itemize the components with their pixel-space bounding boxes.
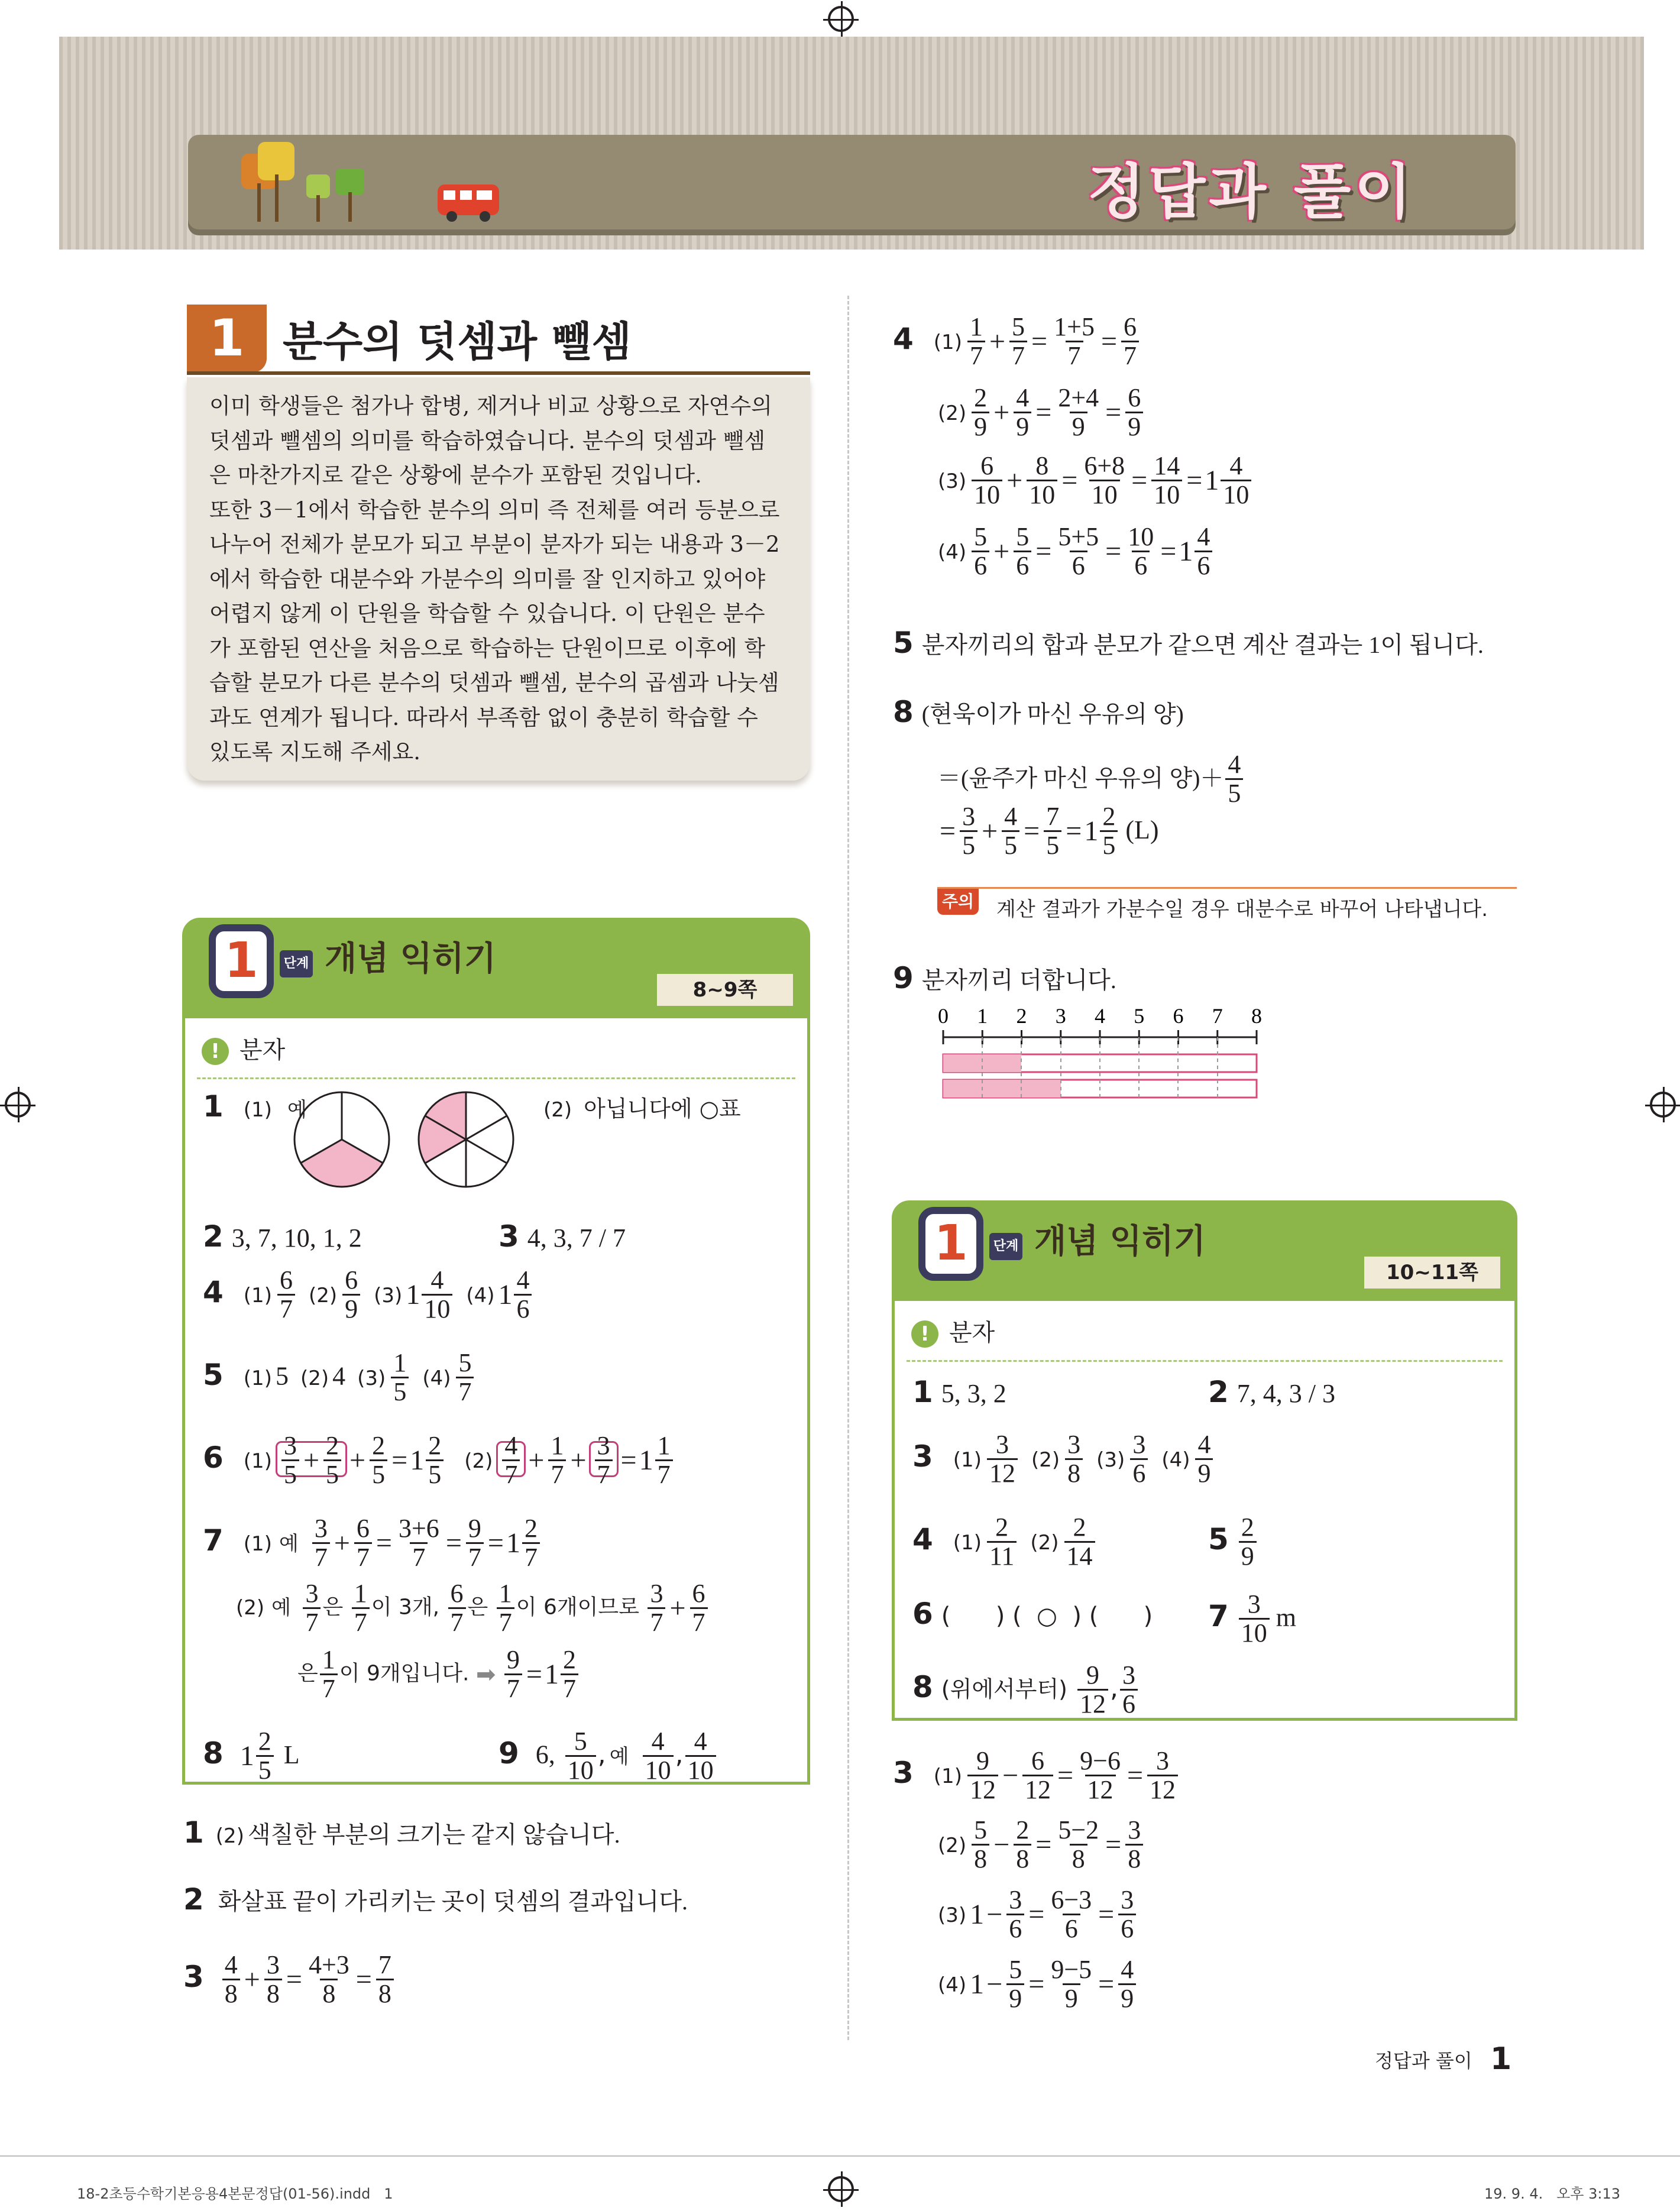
q-number: 6	[203, 1440, 224, 1475]
number-line-diagram	[934, 999, 1265, 1106]
right-explanation-3-2: (2) $\frac{5}{8}$ − $\frac{2}{8}$ = $\frac{5-2}{8}$ = $\frac{3}{8}$	[934, 1817, 1145, 1873]
explanation-3: 3 $\frac{4}{8}$ + $\frac{3}{8}$ = $\frac{4+3}{8}$ = $\frac{7}{8}$	[183, 1951, 396, 2008]
answer-2	[203, 1219, 362, 1254]
intro-line: 가 포함된 연산을 처음으로 학습하는 단원이므로 이후에 학	[209, 635, 766, 661]
right-answer-8-2: ＝(윤주가 마신 우유의 양)＋ $\frac{4}{5}$	[937, 751, 1245, 807]
tick-label: 3	[1055, 1004, 1066, 1028]
section-title: 분수의 덧셈과 뺄셈	[283, 318, 632, 366]
circle-sixths	[419, 1092, 513, 1187]
arrow-right-icon: ➡	[475, 1660, 496, 1688]
sub-label: (2)	[543, 1098, 572, 1122]
exclamation-icon: !	[202, 1038, 229, 1065]
right-explanation-3-4: (4) 1− $\frac{5}{9}$ = $\frac{9-5}{9}$ = $\frac{4}{9}$	[934, 1956, 1138, 2012]
answer-text: 4, 3, 7 / 7	[527, 1223, 626, 1252]
intro-text	[187, 377, 810, 781]
explanation-2: 2 화살표 끝이 가리키는 곳이 덧셈의 결과입니다.	[183, 1882, 688, 1917]
box-step-number: 1	[209, 924, 274, 998]
bar-1-fill	[943, 1054, 1021, 1072]
intro-line: 과도 연계가 됩니다. 따라서 부족함 없이 충분히 학습할 수	[209, 704, 758, 730]
box-body	[895, 1301, 1514, 1718]
box-title: 개념 익히기	[325, 940, 496, 978]
q-number: 9	[499, 1736, 519, 1770]
intro-line: 나누어 전체가 분모가 되고 부분이 분자가 되는 내용과 3－2	[209, 532, 780, 557]
answer-8: 8 1 $\frac{2}{5}$ L	[203, 1727, 300, 1785]
q-number: 1	[203, 1089, 224, 1124]
hint-text: 분자	[239, 1037, 286, 1064]
sub-label: (1)	[243, 1098, 272, 1122]
answer-4: 4 (1) $\frac{6}{7}$ (2) $\frac{6}{9}$ (3) 1 $\frac{4}{10}$ (4) 1 $\frac{4}{6}$	[203, 1267, 533, 1323]
b2-answer-7: 7 $\frac{3}{10}$ m	[1208, 1590, 1297, 1647]
note-text: 계산 결과가 가분수일 경우 대분수로 바꾸어 나타냅니다.	[996, 898, 1488, 921]
divider	[197, 1077, 795, 1079]
right-answer-4-2: (2) $\frac{2}{9}$ + $\frac{4}{9}$ = $\frac{2+4}{9}$ = $\frac{6}{9}$	[934, 384, 1145, 441]
hint	[202, 1031, 285, 1065]
tick-label: 7	[1212, 1004, 1223, 1028]
answer-7-2: (2) 예 $\frac{3}{7}$ 은 $\frac{1}{7}$ 이 3개, $\frac{6}{7}$ 은 $\frac{1}{7}$ 이 6개이므로 $\frac{3}{7}$ + $\frac{6}{7}$	[232, 1580, 710, 1636]
tick-label: 1	[977, 1004, 988, 1028]
unit: L	[283, 1740, 300, 1769]
answer-7: 7 (1) 예 $\frac{3}{7}$ + $\frac{6}{7}$ = $\frac{3+6}{7}$ = $\frac{9}{7}$ =1 $\frac{2}{7}$	[203, 1515, 542, 1571]
divider	[907, 1360, 1503, 1362]
hint	[911, 1314, 995, 1348]
answer-text: 5	[275, 1361, 289, 1391]
answer-3	[499, 1219, 626, 1254]
q-number: 4	[203, 1274, 224, 1309]
fraction-circles	[292, 1089, 528, 1196]
tick-label: 4	[1095, 1004, 1105, 1028]
b2-answer-3: 3 (1) $\frac{3}{12}$ (2) $\frac{3}{8}$ (3) $\frac{3}{6}$ (4) $\frac{4}{9}$	[912, 1431, 1215, 1487]
page-number: 1	[1490, 2041, 1512, 2077]
section-rule	[187, 371, 810, 375]
intro-line: 이미 학생들은 첨가나 합병, 제거나 비교 상황으로 자연수의	[209, 393, 772, 419]
tick-label: 2	[1016, 1004, 1027, 1028]
concept-box-1	[182, 918, 810, 1785]
b2-answer-8: 8 (위에서부터) $\frac{9}{12}$ , $\frac{3}{6}$	[912, 1662, 1140, 1718]
tick-label: 5	[1134, 1004, 1145, 1028]
hint-text: 분자	[949, 1319, 995, 1346]
box-body	[185, 1018, 807, 1785]
box-header	[895, 1203, 1514, 1301]
bus-icon	[436, 182, 501, 224]
b2-answer-5: 5 $\frac{2}{9}$	[1208, 1514, 1258, 1570]
circle-thirds	[294, 1092, 389, 1187]
intro-line: 은 마찬가지로 같은 상황에 분수가 포함된 것입니다.	[209, 462, 702, 488]
bar-2-fill	[943, 1080, 1061, 1098]
note-rule	[937, 887, 1517, 889]
right-answer-8-3: = $\frac{3}{5}$ + $\frac{4}{5}$ = $\frac{7}{5}$ =1 $\frac{2}{5}$ (L)	[940, 802, 1159, 860]
right-explanation-3: 3 (1) $\frac{9}{12}$ − $\frac{6}{12}$ = $\frac{9-6}{12}$ = $\frac{3}{12}$	[893, 1747, 1180, 1804]
column-divider	[847, 296, 849, 2040]
q-number: 5	[203, 1357, 224, 1392]
q-number: 8	[203, 1736, 224, 1770]
right-answer-9: 9 분자끼리 더합니다.	[893, 961, 1116, 995]
file-info: 18-2초등수학기본응용4본문정답(01-56).indd 1	[77, 2186, 393, 2202]
box-step-number: 1	[918, 1207, 983, 1281]
concept-box-2	[892, 1200, 1517, 1721]
answer-5: 5 (1) 5 (2) 4 (3) $\frac{1}{5}$ (4) $\frac{5}{7}$	[203, 1349, 475, 1406]
timestamp: 19. 9. 4. 오후 3:13	[1484, 2186, 1621, 2202]
answer-text: 4	[332, 1361, 346, 1391]
header-title-bar	[188, 135, 1516, 229]
registration-mark	[828, 2176, 854, 2202]
intro-line: 있도록 지도해 주세요.	[209, 739, 420, 765]
right-answer-4-4: (4) $\frac{5}{6}$ + $\frac{5}{6}$ = $\frac{5+5}{6}$ = $\frac{10}{6}$ =1 $\frac{4}{6}$	[934, 523, 1214, 580]
trees-illustration	[241, 142, 395, 225]
tick-label: 8	[1251, 1004, 1262, 1028]
right-answer-4: 4 (1) $\frac{1}{7}$ + $\frac{5}{7}$ = $\frac{1+5}{7}$ = $\frac{6}{7}$	[893, 313, 1141, 370]
box-pages: 8~9쪽	[657, 974, 793, 1006]
intro-line: 에서 학습한 대분수와 가분수의 의미를 잘 인지하고 있어야	[209, 566, 766, 592]
right-answer-4-3: (3) $\frac{6}{10}$ + $\frac{8}{10}$ = $\frac{6+8}{10}$ = $\frac{14}{10}$ =1 $\frac{4}{10}$	[934, 452, 1253, 509]
right-explanation-3-3: (3) 1− $\frac{3}{6}$ = $\frac{6-3}{6}$ = $\frac{3}{6}$	[934, 1886, 1138, 1943]
box-pages: 10~11쪽	[1364, 1257, 1500, 1289]
b2-answer-6: 6 ( ) ( ○ ) ( )	[912, 1597, 1153, 1631]
explanation-1: 1 (2) 색칠한 부분의 크기는 같지 않습니다.	[183, 1815, 620, 1850]
box-title: 개념 익히기	[1034, 1222, 1206, 1261]
section-number: 1	[187, 305, 267, 373]
tick-label: 0	[938, 1004, 949, 1028]
footer-label: 정답과 풀이	[1375, 2050, 1472, 2072]
b2-answer-4: 4 (1) $\frac{2}{11}$ (2) $\frac{2}{14}$	[912, 1514, 1097, 1570]
b2-answer-1: 1 5, 3, 2	[912, 1375, 1006, 1409]
b2-answer-2: 2 7, 4, 3 / 3	[1208, 1375, 1336, 1409]
answer-1-2	[540, 1090, 741, 1123]
q-number: 2	[203, 1219, 224, 1254]
exclamation-icon: !	[911, 1320, 938, 1348]
intro-line: 습할 분모가 다른 분수의 덧셈과 뺄셈, 분수의 곱셈과 나눗셈	[209, 670, 779, 695]
answer-9: 9 6, $\frac{5}{10}$ , 예 $\frac{4}{10}$ , $\frac{4}{10}$	[499, 1728, 718, 1784]
box-step-label: 단계	[280, 950, 313, 977]
intro-line: 덧셈과 뺄셈의 의미를 학습하였습니다. 분수의 덧셈과 뺄셈	[209, 428, 766, 454]
answer-6: 6 (1) $\frac{3}{5}$ + $\frac{2}{5}$ + $\frac{2}{5}$ =1 $\frac{2}{5}$ (2) $\frac{4}{7}$ + $\frac{1}{7}$ + $\frac{3}{7}$ =1 $\frac{1}{7}$	[203, 1432, 675, 1488]
trim-line	[0, 2155, 1680, 2157]
right-answer-8: 8 (현욱이가 마신 우유의 양)	[893, 695, 1184, 729]
q-number: 7	[203, 1523, 224, 1558]
answer-text: 3, 7, 10, 1, 2	[231, 1223, 362, 1252]
answer-text: 아닙니다에 ○표	[584, 1096, 741, 1122]
page-title: 정답과 풀이	[1087, 157, 1415, 226]
box-header	[185, 921, 807, 1018]
note-tag: 주의	[937, 889, 979, 915]
tick-label: 6	[1173, 1004, 1184, 1028]
registration-mark	[1650, 1092, 1676, 1118]
intro-line: 또한 3－1에서 학습한 분수의 의미 즉 전체를 여러 등분으로	[209, 497, 780, 523]
registration-mark	[5, 1092, 31, 1118]
answer-7-2b: 은 $\frac{1}{7}$ 이 9개입니다. ➡ $\frac{9}{7}$ =1 $\frac{2}{7}$	[297, 1646, 580, 1702]
registration-mark	[828, 6, 854, 32]
example-mark: 예	[287, 1098, 307, 1122]
q-number: 3	[499, 1219, 519, 1254]
intro-line: 어렵지 않게 이 단원을 학습할 수 있습니다. 이 단원은 분수	[209, 601, 765, 626]
right-answer-5: 5 분자끼리의 합과 분모가 같으면 계산 결과는 1이 됩니다.	[893, 626, 1484, 660]
answer-text: 6,	[535, 1740, 555, 1769]
box-step-label: 단계	[989, 1233, 1022, 1260]
